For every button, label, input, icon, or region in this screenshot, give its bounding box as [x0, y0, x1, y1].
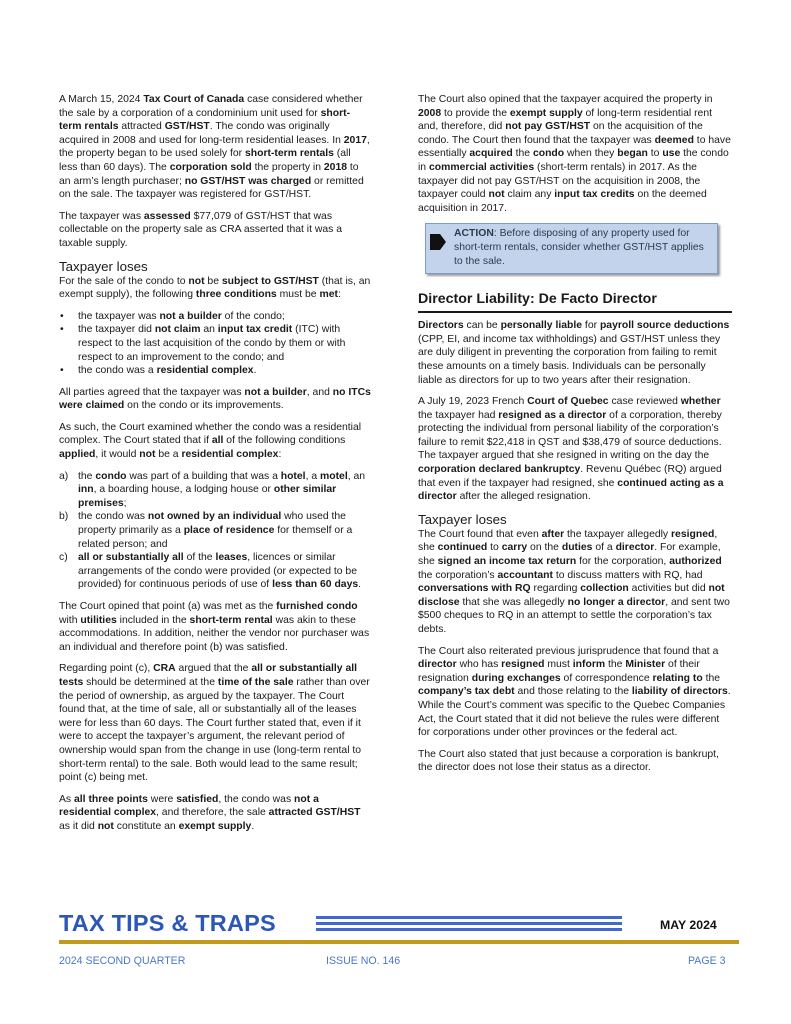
list-item-text: the condo was part of a building that was a hotel, a motel, an inn, a boarding house, a lodging house or other similar premises; [78, 470, 366, 509]
bold-text: authorized [669, 556, 722, 568]
bold-text: personally liable [500, 320, 583, 332]
bold-text: condo [532, 148, 565, 160]
bold-text: not [97, 820, 114, 832]
bold-text: input tax credits [554, 189, 635, 201]
bold-text: not [188, 275, 205, 287]
bold-text: met [319, 289, 338, 301]
bold-text: residential complex [181, 449, 279, 461]
footer-divider [59, 940, 739, 944]
bold-text: not a builder [159, 310, 222, 322]
section-title: Director Liability: De Facto Director [418, 290, 732, 313]
bold-text: director [615, 542, 655, 554]
paragraph: The Court opined that point (a) was met as the furnished condo with utilities included in the short-term rental was akin to these accommodations. In addition, neither the vendor nor purchaser was an individual and therefore point (b) was satisfied. [59, 601, 370, 653]
bold-text: signed an income tax return [437, 556, 577, 568]
paragraph: Directors can be personally liable for payroll source deductions (CPP, EI, and income tax withholdings) and GST/HST unless they are duly diligent in preventing the corporation from failing to remit these amounts on a timely basis. Individuals can be personally liable as directors for up to two years after their resignation. [418, 320, 730, 386]
list-item-text: the condo was not owned by an individual who used the property primarily as a place of residence for themself or a related person; and [78, 511, 353, 550]
bold-text: use [662, 148, 681, 160]
bold-text: liability of directors [631, 686, 728, 698]
paragraph: The Court also reiterated previous jurisprudence that found that a director who has resigned must inform the Minister of their resignation during exchanges of correspondence relating to the company’s tax debt and those relating to the liability of directors. While the Court’s comment was specific to the Quebec Companies Act, the Court stated that it did not believe the rules were different for corporations under other provinces or the federal act. [418, 645, 731, 739]
bold-text: residential complex [156, 365, 254, 377]
quarter-label: 2024 SECOND QUARTER [59, 955, 186, 967]
bold-text: place of residence [183, 525, 275, 537]
bold-text: director [418, 659, 457, 671]
bold-text: inform [572, 659, 606, 671]
paragraph: As such, the Court examined whether the condo was a residential complex. The Court stated that if all of the following conditions applied, it would not be a residential complex: [59, 421, 362, 461]
bold-text: ACTION [454, 228, 494, 240]
stripe [316, 922, 622, 925]
bold-text: relating to [652, 672, 703, 684]
paragraph: Regarding point (c), CRA argued that the all or substantially all tests should be determined at the time of the sale rather than over the period of ownership, as argued by the taxpayer. The Court found that, at the time of sale, all or substantially all of the leases were for less than 60 days. The Court further stated that, even if it were to accept the taxpayer’s argument, the relevant period of ownership would span from the change in use (long-term rental to short-term rental) to the sale. Both would lead to the same result; point (c) being met. [59, 663, 370, 784]
list-marker: b) [59, 511, 69, 523]
bold-text: not a residential complex [59, 793, 319, 819]
bold-text: collection [580, 583, 629, 595]
bold-text: company’s tax debt [418, 686, 515, 698]
bold-text: subject to GST/HST [221, 275, 319, 287]
list-marker: a) [59, 470, 69, 482]
bold-text: CRA [153, 663, 176, 675]
bold-text: short-term rental [189, 614, 273, 626]
bold-text: accountant [497, 569, 553, 581]
paragraph: The Court also opined that the taxpayer acquired the property in 2008 to provide the exempt supply of long-term residential rent and, therefore, did not pay GST/HST on the acquisition of the condo. The Court then found that the taxpayer was deemed to have essentially acquired the condo when they began to use the condo in commercial activities (short-term rentals) in 2017. As the taxpayer did not pay GST/HST on the acquisition in 2008, the taxpayer could not claim any input tax credits on the deemed acquisition in 2017. [418, 94, 731, 214]
bold-text: not claim [154, 324, 201, 336]
bold-text: all [211, 435, 224, 447]
bold-text: acquired [469, 148, 513, 160]
bold-text: conversations with RQ [418, 583, 531, 595]
paragraph: A March 15, 2024 Tax Court of Canada case considered whether the sale by a corporation of a condominium unit used for short-term rentals attracted GST/HST. The condo was originally acquired in 2008 and used for long-term residential leases. In 2017, the property began to be used solely for short-term rentals (all less than 60 days). The corporation sold the property in 2018 to an arm’s length purchaser; no GST/HST was charged or remitted on the sale. The taxpayer was registered for GST/HST. [59, 94, 370, 201]
bold-text: other similar premises [78, 484, 337, 509]
bold-text: condo [95, 470, 127, 482]
bold-text: satisfied [176, 793, 219, 805]
right-column [418, 93, 732, 783]
bold-text: three conditions [195, 289, 277, 301]
bold-text: time of the sale [217, 676, 294, 688]
bold-text: after [541, 528, 565, 540]
stripe [316, 928, 622, 931]
bold-text: not [139, 449, 156, 461]
bold-text: 2017 [343, 134, 367, 146]
bold-text: all three points [74, 793, 148, 805]
paragraph: A July 19, 2023 French Court of Quebec case reviewed whether the taxpayer had resigned as a director of a corporation, thereby protecting the individual from personal liability of the corporation’s failure to remit $22,418 in QST and $38,479 of source deductions. The taxpayer argued that she resigned in writing on the day the corporation declared bankruptcy. Revenu Québec (RQ) argued that even if the taxpayer had resigned, she continued acting as a director after the alleged resignation. [418, 396, 724, 503]
bold-text: not disclose [418, 583, 725, 608]
bold-text: not owned by an individual [147, 511, 282, 523]
subheading: Taxpayer loses [59, 258, 148, 274]
bold-text: Court of Quebec [527, 396, 609, 408]
list-item [59, 551, 372, 592]
bold-text: commercial activities [428, 161, 535, 173]
paragraph: All parties agreed that the taxpayer was not a builder, and no ITCs were claimed on the condo or its improvements. [59, 386, 371, 412]
bold-text: exempt supply [509, 107, 583, 119]
bold-text: corporation sold [169, 161, 252, 173]
stripe [316, 916, 622, 919]
bold-text: deemed [654, 134, 694, 146]
bold-text: not a builder [244, 386, 307, 398]
bold-text: all or substantially all [78, 552, 184, 564]
bold-text: less than 60 days [272, 579, 359, 591]
bold-text: duties [561, 542, 593, 554]
bold-text: resigned [501, 659, 545, 671]
bold-text: hotel [280, 470, 306, 482]
left-column [59, 93, 372, 842]
paragraph: For the sale of the condo to not be subject to GST/HST (that is, an exempt supply), the following three conditions must be met: [59, 275, 371, 301]
bold-text: attracted GST/HST [268, 807, 361, 819]
bold-text: Minister [625, 659, 666, 671]
bold-text: no longer a director [567, 596, 666, 608]
bold-text: continued [437, 542, 488, 554]
bold-text: utilities [80, 614, 117, 626]
action-box [425, 223, 718, 274]
conditions-list [59, 310, 372, 378]
list-item: • the taxpayer did not claim an input tax credit (ITC) with respect to the last acquisition of the condo by them or with respect to an improvement to the condo; and [59, 323, 372, 364]
bold-text: exempt supply [178, 820, 252, 832]
page-number: PAGE 3 [688, 955, 726, 967]
action-text: ACTION: Before disposing of any property used for short-term rentals, consider whether GST/HST applies to the sale. [454, 228, 704, 267]
issue-month: MAY 2024 [660, 918, 717, 932]
bold-text: short-term rentals [59, 107, 351, 133]
bold-text: not [488, 189, 505, 201]
bold-text: furnished condo [276, 601, 358, 612]
bold-text: resigned [671, 528, 715, 540]
paragraph: As all three points were satisfied, the condo was not a residential complex, and therefore, the sale attracted GST/HST as it did not constitute an exempt supply. [59, 793, 361, 832]
paragraph: The Court found that even after the taxpayer allegedly resigned, she continued to carry on the duties of a director. For example, she signed an income tax return for the corporation, authorized the corporation’s accountant to discuss matters with RQ, had conversations with RQ regarding collection activities but did not disclose that she was allegedly no longer a director, and sent two $500 cheques to RQ in an attempt to settle the corporation’s tax debts. [418, 528, 730, 635]
bold-text: short-term rentals [245, 148, 334, 160]
list-marker: c) [59, 552, 68, 564]
bold-text: during exchanges [471, 672, 561, 684]
bold-text: Tax Court of Canada [143, 94, 245, 105]
list-item [59, 470, 372, 511]
issue-number: ISSUE NO. 146 [326, 955, 401, 967]
paragraph: The Court also stated that just because a corporation is bankrupt, the director does not lose their status as a director. [418, 748, 719, 774]
residential-complex-conditions-list [59, 470, 372, 592]
bold-text: payroll source deductions [599, 320, 730, 332]
bold-text: GST/HST [164, 121, 210, 133]
paragraph: The taxpayer was assessed $77,079 of GST/HST that was collectable on the property sale as CRA asserted that it was a taxable supply. [59, 210, 343, 249]
bold-text: corporation declared bankruptcy [418, 464, 581, 476]
bold-text: applied [59, 449, 96, 461]
bold-text: 2018 [323, 161, 348, 173]
bold-text: continued acting as a director [418, 477, 724, 503]
bold-text: all or substantially all tests [59, 663, 358, 688]
newsletter-title: TAX TIPS & TRAPS [59, 910, 276, 936]
bold-text: no ITCs were claimed [59, 386, 371, 412]
bold-text: Directors [418, 320, 464, 332]
bold-text: resigned as a director [498, 409, 607, 421]
bold-text: carry [501, 542, 528, 554]
list-item-text: all or substantially all of the leases, licences or similar arrangements of the condo were provided (or expected to be provided) for continuous periods of use of less than 60 days. [78, 552, 362, 591]
bold-text: began [617, 148, 648, 160]
bold-text: input tax credit [217, 324, 293, 336]
bold-text: leases [215, 552, 248, 564]
bold-text: not pay GST/HST [505, 121, 591, 133]
bold-text: assessed [143, 210, 191, 222]
bold-text: motel [320, 470, 348, 482]
decorative-stripes [316, 916, 622, 934]
list-item: • the taxpayer was not a builder of the condo; [59, 310, 372, 324]
bold-text: 2008 [418, 107, 442, 119]
bold-text: whether [680, 396, 721, 408]
bold-text: no GST/HST was charged [184, 175, 312, 187]
subheading: Taxpayer loses [418, 511, 507, 527]
list-item [59, 510, 372, 551]
list-item: • the condo was a residential complex. [59, 364, 372, 378]
bold-text: inn [78, 484, 94, 496]
